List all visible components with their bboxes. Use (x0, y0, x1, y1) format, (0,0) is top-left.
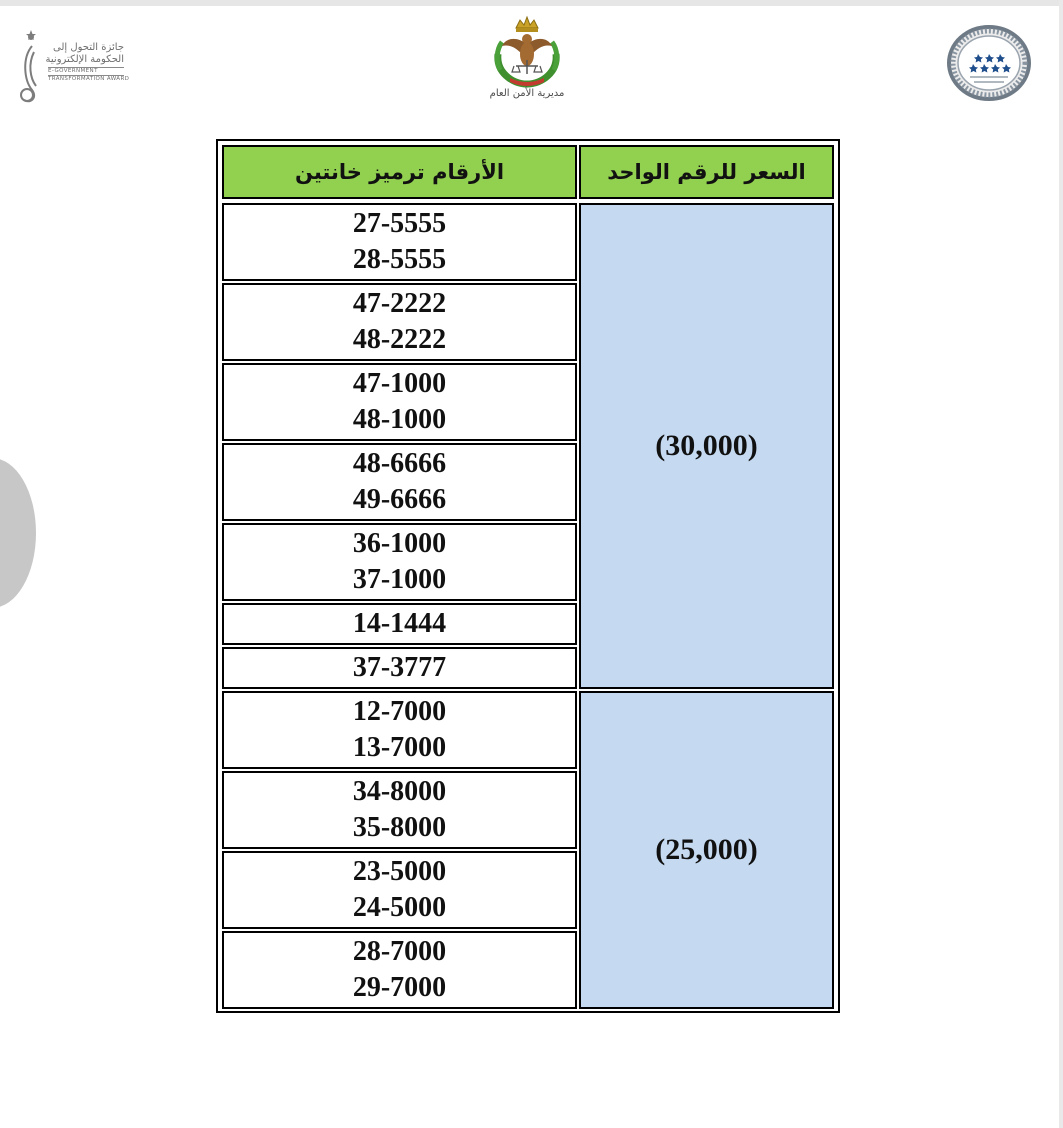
egov-award-text (45, 42, 130, 83)
public-security-emblem-icon (472, 14, 582, 88)
excellence-seal-icon (946, 24, 1032, 102)
plate-number: 37-1000 (352, 564, 447, 595)
plate-number: 23-5000 (352, 856, 447, 887)
plate-number: 13-7000 (352, 732, 447, 763)
price-value: (30,000) (655, 429, 758, 462)
plate-number: 48-1000 (352, 404, 447, 435)
award-english-line2: TRANSFORMATION AWARD (48, 76, 130, 82)
scroll-indicator-circle[interactable] (0, 458, 36, 608)
plate-number: 49-6666 (352, 484, 447, 515)
plate-number: 12-7000 (352, 696, 447, 727)
number-cell (222, 931, 577, 1009)
plate-number: 47-2222 (352, 288, 447, 319)
top-edge (0, 0, 1063, 6)
number-cell (222, 283, 577, 361)
plate-number: 27-5555 (352, 208, 447, 239)
number-cell (222, 851, 577, 929)
plate-number: 29-7000 (352, 972, 447, 1003)
plate-number: 35-8000 (352, 812, 447, 843)
plate-number: 47-1000 (352, 368, 447, 399)
price-cell-group-1 (579, 203, 834, 689)
plate-number: 28-7000 (352, 936, 447, 967)
egov-award-logo (14, 28, 130, 108)
right-edge (1059, 0, 1063, 1128)
plate-number: 34-8000 (352, 776, 447, 807)
number-cell (222, 771, 577, 849)
award-arabic-line2: الحكومة الإلكترونية (45, 54, 124, 65)
plate-number: 48-2222 (352, 324, 447, 355)
price-value: (25,000) (655, 833, 758, 866)
award-english-line1: E-GOVERNMENT (48, 67, 124, 76)
header-price-cell (579, 145, 834, 199)
plate-number: 37-3777 (352, 652, 447, 683)
number-cell (222, 523, 577, 601)
header-price-label: السعر للرقم الواحد (607, 160, 806, 184)
plate-number: 48-6666 (352, 448, 447, 479)
number-cell (222, 603, 577, 645)
number-cell (222, 443, 577, 521)
award-arabic-line1: جائزة التحول إلى (52, 42, 124, 53)
header-numbers-label: الأرقام ترميز خانتين (294, 160, 505, 184)
excellence-seal-logo (946, 24, 1032, 102)
prices-table (216, 139, 840, 1013)
number-cell (222, 647, 577, 689)
number-cell (222, 203, 577, 281)
plate-number: 28-5555 (352, 244, 447, 275)
plate-number: 24-5000 (352, 892, 447, 923)
number-cell (222, 363, 577, 441)
price-cell-group-2 (579, 691, 834, 1009)
plate-number: 36-1000 (352, 528, 447, 559)
public-security-logo (472, 14, 582, 110)
emblem-caption: مديرية الأمن العام (489, 88, 565, 99)
number-cell (222, 691, 577, 769)
plate-number: 14-1444 (352, 608, 447, 639)
header-numbers-cell (222, 145, 577, 199)
